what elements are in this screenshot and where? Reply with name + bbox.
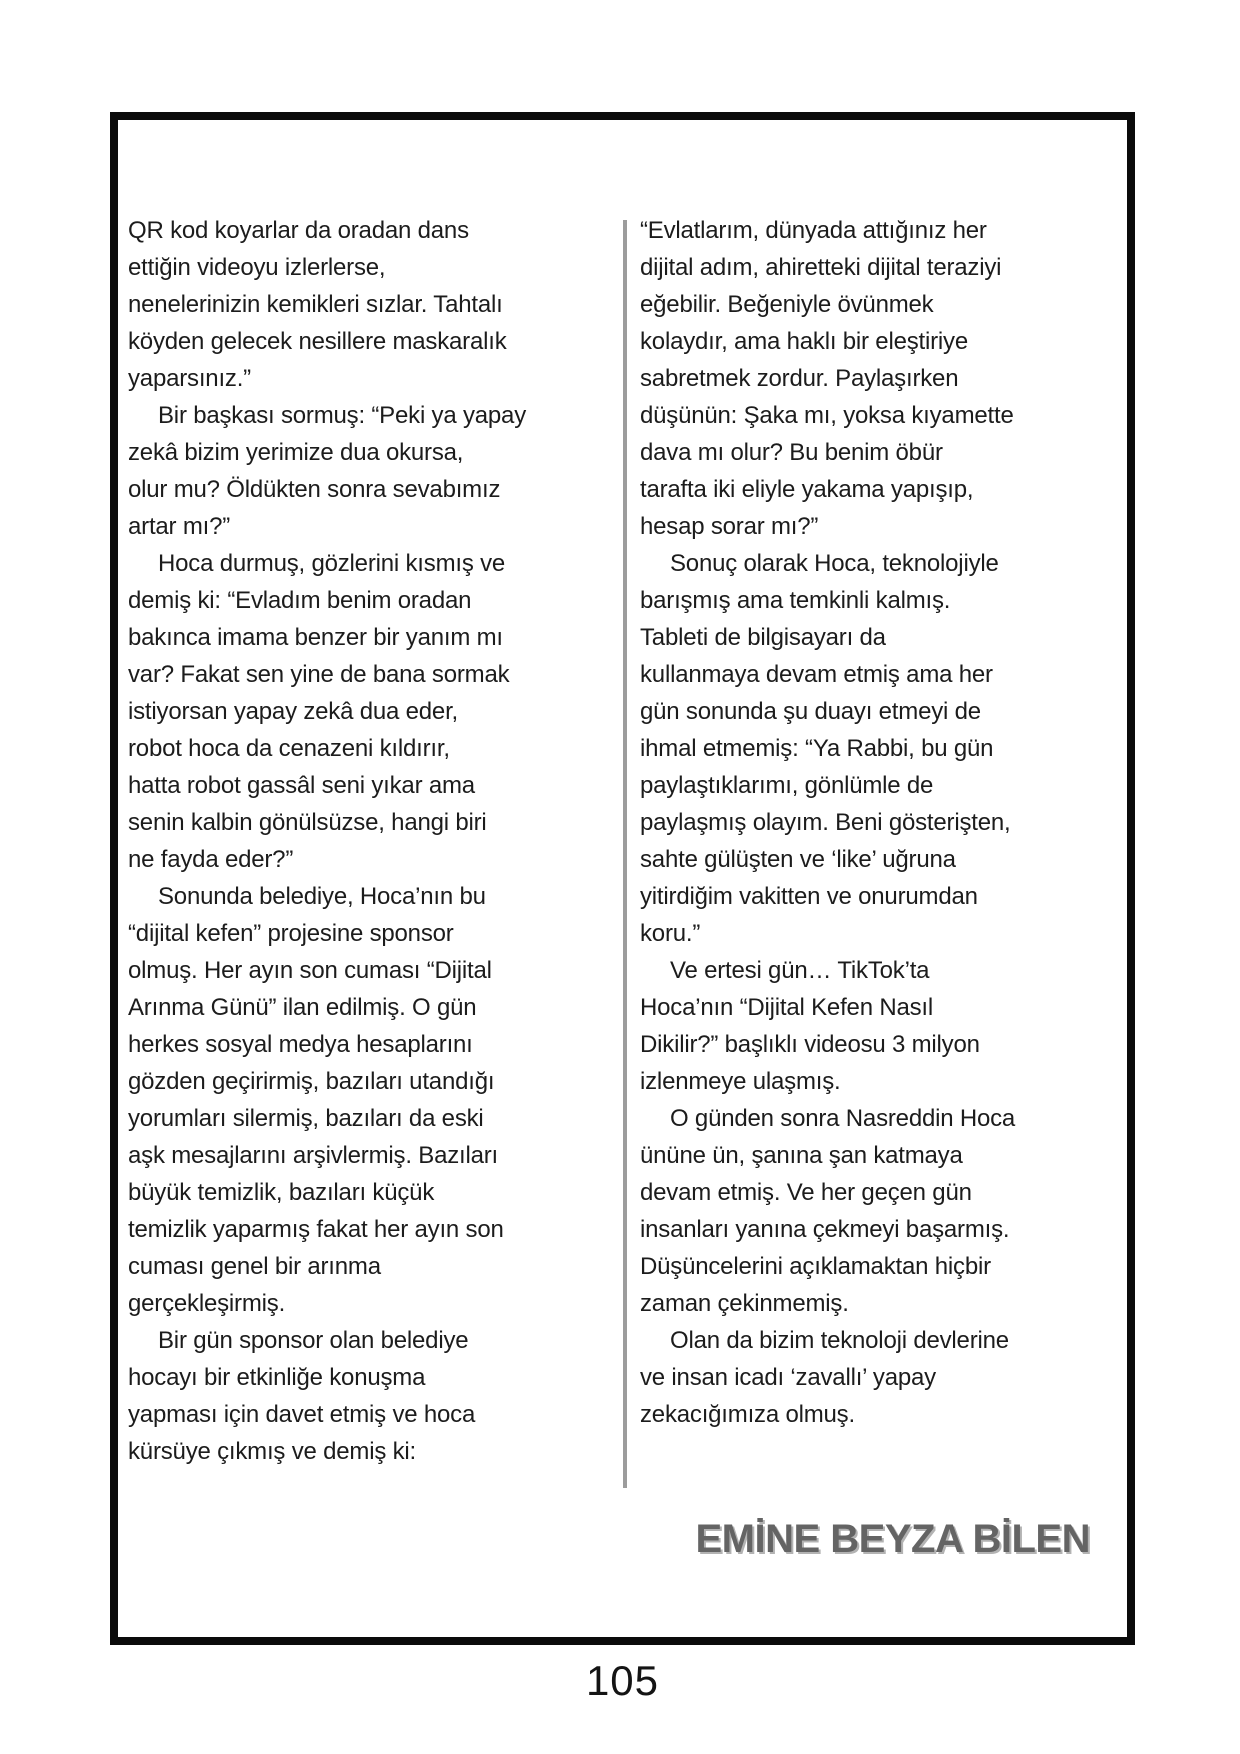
paragraph: Sonunda belediye, Hoca’nın bu “dijital kefen” projesine sponsor olmuş. Her ayın son cuması “Dijital Arınma Günü” ilan edilmiş. O gün herkes sosyal medya hesaplarını gözden geçirirmiş, bazıları utandığı yorumları silermiş, bazıları da eski aşk mesajlarını arşivlermiş. Bazıları büyük temizlik, bazıları küçük temizlik yaparmış fakat her ayın son cuması genel bir arınma gerçekleşirmiş. (128, 883, 504, 1317)
page-number: 105 (585, 1657, 660, 1704)
paragraph: O günden sonra Nasreddin Hoca ününe ün, şanına şan katmaya devam etmiş. Ve her geçen gün insanları yanına çekmeyi başarmış. Düşüncelerini açıklamaktan hiçbir zaman çekinmemiş. (640, 1105, 1016, 1317)
paragraph: Bir gün sponsor olan belediye hocayı bir etkinliğe konuşma yapması için davet etmiş ve hoca kürsüye çıkmış ve demiş ki: (128, 1327, 476, 1465)
column-divider (623, 220, 627, 1488)
paragraph: Bir başkası sormuş: “Peki ya yapay zekâ bizim yerimize dua okursa, olur mu? Öldükten sonra sevabımız artar mı?” (128, 402, 527, 540)
paragraph: Ve ertesi gün… TikTok’ta Hoca’nın “Dijital Kefen Nasıl Dikilir?” başlıklı videosu 3 milyon izlenmeye ulaşmış. (640, 957, 980, 1095)
author-byline: EMİNE BEYZA BİLEN (695, 1517, 1090, 1561)
paragraph: Olan da bizim teknoloji devlerine ve insan icadı ‘zavallı’ yapay zekacığımıza olmuş. (640, 1327, 1009, 1428)
paragraph: QR kod koyarlar da oradan dans ettiğin videoyu izlerlerse, nenelerinizin kemikleri sızlar. Tahtalı köyden gelecek nesillere maskaralık yaparsınız.” (128, 217, 507, 392)
paragraph: Hoca durmuş, gözlerini kısmış ve demiş ki: “Evladım benim oradan bakınca imama benzer bir yanım mı var? Fakat sen yine de bana sormak istiyorsan yapay zekâ dua eder, robot hoca da cenazeni kıldırır, hatta robot gassâl seni yıkar ama senin kalbin gönülsüzse, hangi biri ne fayda eder?” (128, 550, 510, 873)
text-column-left (128, 212, 620, 1470)
paragraph: “Evlatlarım, dünyada attığınız her dijital adım, ahiretteki dijital teraziyi eğebilir. Beğeniyle övünmek kolaydır, ama haklı bir eleştiriye sabretmek zordur. Paylaşırken düşünün: Şaka mı, yoksa kıyamette dava mı olur? Bu benim öbür tarafta iki eliyle yakama yapışıp, hesap sorar mı?” (640, 217, 1014, 540)
text-column-right (640, 212, 1132, 1433)
paragraph: Sonuç olarak Hoca, teknolojiyle barışmış ama temkinli kalmış. Tableti de bilgisayarı da kullanmaya devam etmiş ama her gün sonunda şu duayı etmeyi de ihmal etmemiş: “Ya Rabbi, bu gün paylaştıklarımı, gönlümle de paylaşmış olayım. Beni gösterişten, sahte gülüşten ve ‘like’ uğruna yitirdiğim vakitten ve onurumdan koru.” (640, 550, 1011, 947)
